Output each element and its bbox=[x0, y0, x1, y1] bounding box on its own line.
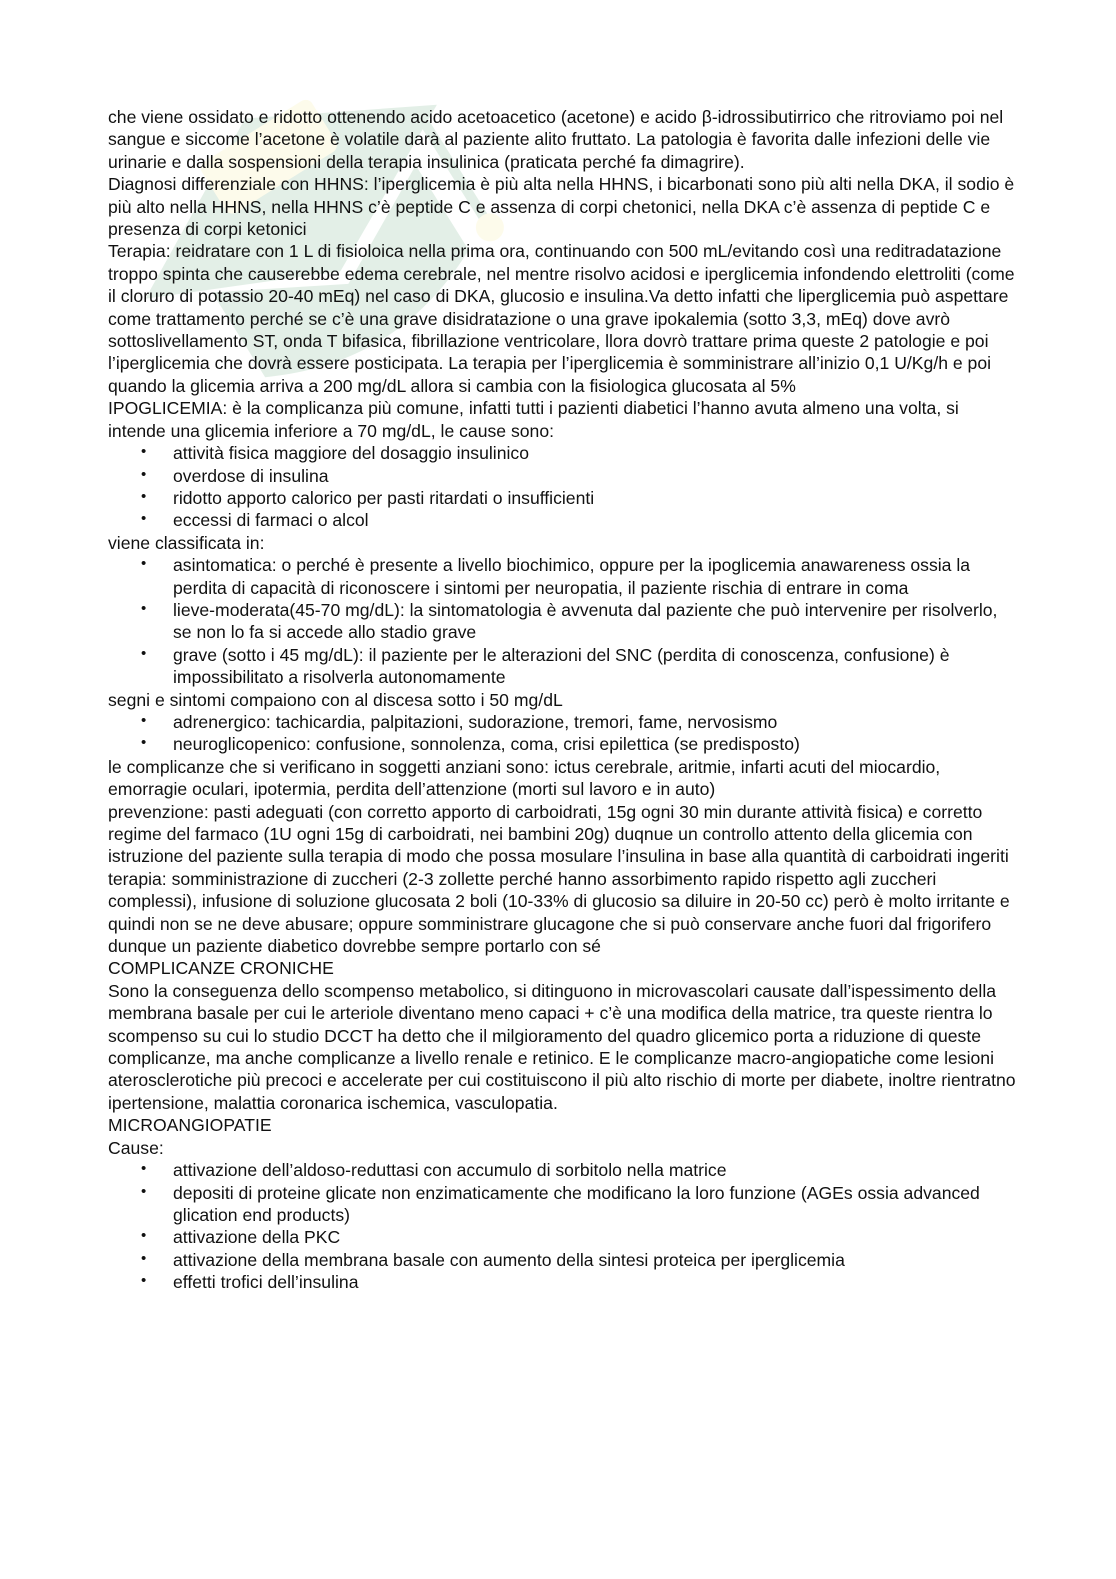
list-item: • lieve-moderata(45-70 mg/dL): la sintomatologia è avvenuta dal paziente che può intervenire per risolverlo, se non lo fa si accede allo stadio grave bbox=[108, 599, 1018, 644]
list-item: • attivazione dell’aldoso-reduttasi con accumulo di sorbitolo nella matrice bbox=[108, 1159, 1018, 1181]
section-heading-complicanze-croniche: COMPLICANZE CRONICHE bbox=[108, 958, 334, 979]
paragraph-prevenzione: prevenzione: pasti adeguati (con corretto apporto di carboidrati, 15g ogni 30 min durante attività fisica) e corretto regime del farmaco (1U ogni 15g di carboidrati, nei bambini 20g) duqnue un controllo attento della glicemia con istruzione del paziente sulla terapia di modo che possa mosulare l’insulina in base alla quantità di carboidrati ingeriti bbox=[108, 801, 1009, 867]
paragraph-dka-intro: che viene ossidato e ridotto ottenendo acido acetoacetico (acetone) e acido β-idrossibutirrico che ritroviamo poi nel sangue e siccome l’acetone è volatile darà al paziente alito fruttato. La patologia è favorita dalle infezioni delle vie urinarie e dalla sospensioni della terapia insulinica (praticata perché fa dimagrire). bbox=[108, 107, 1004, 172]
paragraph-terapia-dka: Terapia: reidratare con 1 L di fisioloica nella prima ora, continuando con 500 mL/evitando così una reditradatazione troppo spinta che causerebbe edema cerebrale, nel mentre risolvo acidosi e iperglicemia infondendo elettroliti (come il cloruro di potassio 20-40 mEq) nel caso di DKA, glucosio e insulina.Va detto infatti che liperglicemia può aspettare come trattamento perché se c’è una grave disidratazione o una grave ipokalemia (sotto 3,3, mEq) dove avrò sottoslivellamento ST, onda T bifasica, fibrillazione ventricolare, llora dovrò trattare prima queste 2 patologie e poi l’iperglicemia che dovrà essere posticipata. La terapia per l’iperglicemia è somministrare all’inizio 0,1 U/Kg/h e poi quando la glicemia arriva a 200 mg/dL allora si cambia con la fisiologica glucosata al 5% bbox=[108, 241, 1015, 396]
document-page bbox=[108, 106, 1018, 1294]
list-item: • attività fisica maggiore del dosaggio insulinico bbox=[108, 442, 1018, 464]
list-cause-microangiopatie bbox=[108, 1159, 1018, 1293]
list-item: • attivazione della membrana basale con aumento della sintesi proteica per iperglicemia bbox=[108, 1249, 1018, 1271]
list-item: • effetti trofici dell’insulina bbox=[108, 1271, 1018, 1293]
list-item: • asintomatica: o perché è presente a livello biochimico, oppure per la ipoglicemia anawareness ossia la perdita di capacità di riconoscere i sintomi per neuropatia, il paziente rischia di entrare in coma bbox=[108, 554, 1018, 599]
list-item: • eccessi di farmaci o alcol bbox=[108, 509, 1018, 531]
paragraph-complicanze-croniche: Sono la conseguenza dello scompenso metabolico, si ditinguono in microvascolari causate dall’ispessimento della membrana basale per cui le arteriole diventano meno capaci + c’è una modifica della matrice, tra queste rientra lo scompenso su cui lo studio DCCT ha detto che il milgioramento del quadro glicemico porta a riduzione di queste complicanze, ma anche complicanze a livello renale e retinico. E le complicanze macro-angiopatiche come lesioni aterosclerotiche più precoci e accelerate per cui costituiscono il più alto rischio di morte per diabete, inoltre rientratno ipertensione, malattia coronarica ischemica, vasculopatia. bbox=[108, 980, 1016, 1113]
section-heading-microangiopatie: MICROANGIOPATIE bbox=[108, 1115, 272, 1136]
list-item: • attivazione della PKC bbox=[108, 1226, 1018, 1248]
paragraph-complicanze-anziani: le complicanze che si verificano in soggetti anziani sono: ictus cerebrale, aritmie, infarti acuti del miocardio, emorragie oculari, ipotermia, perdita dell’attenzione (morti sul lavoro e in auto) bbox=[108, 756, 941, 800]
list-item: • overdose di insulina bbox=[108, 465, 1018, 487]
list-cause-ipoglicemia bbox=[108, 442, 1018, 532]
list-item: • neuroglicopenico: confusione, sonnolenza, coma, crisi epilettica (se predisposto) bbox=[108, 733, 1018, 755]
paragraph-diagnosi-differenziale: Diagnosi differenziale con HHNS: l’iperglicemia è più alta nella HHNS, i bicarbonati sono più alti nella DKA, il sodio è più alto nella HHNS, nella HHNS c’è peptide C e assenza di corpi chetonici, nella DKA c’è assenza di peptide C e presenza di corpi ketonici bbox=[108, 174, 1015, 240]
list-item: • ridotto apporto calorico per pasti ritardati o insufficienti bbox=[108, 487, 1018, 509]
list-item: • adrenergico: tachicardia, palpitazioni, sudorazione, tremori, fame, nervosismo bbox=[108, 711, 1018, 733]
list-item: • grave (sotto i 45 mg/dL): il paziente per le alterazioni del SNC (perdita di conoscenza, confusione) è impossibilitato a risolverla autonomamente bbox=[108, 644, 1018, 689]
list-classificazione bbox=[108, 554, 1018, 688]
paragraph-cause-label: Cause: bbox=[108, 1137, 164, 1158]
list-segni-sintomi bbox=[108, 711, 1018, 756]
paragraph-segni-sintomi: segni e sintomi compaiono con al discesa sotto i 50 mg/dL bbox=[108, 689, 563, 710]
paragraph-terapia-ipoglicemia: terapia: somministrazione di zuccheri (2-3 zollette perché hanno assorbimento rapido rispetto agli zuccheri complessi), infusione di soluzione glucosata 2 boli (10-33% di glucosio sa diluire in 20-50 cc) però è molto irritante e quindi non se ne deve abusare; oppure somministrare glucagone che si può conservare anche fuori dal frigorifero dunque un paziente diabetico dovrebbe sempre portarlo con sé bbox=[108, 868, 1010, 957]
paragraph-classificazione: viene classificata in: bbox=[108, 532, 265, 553]
paragraph-ipoglicemia: IPOGLICEMIA: è la complicanza più comune, infatti tutti i pazienti diabetici l’hanno avuta almeno una volta, si intende una glicemia inferiore a 70 mg/dL, le cause sono: bbox=[108, 398, 959, 441]
list-item: • depositi di proteine glicate non enzimaticamente che modificano la loro funzione (AGEs ossia advanced glication end products) bbox=[108, 1182, 1018, 1227]
